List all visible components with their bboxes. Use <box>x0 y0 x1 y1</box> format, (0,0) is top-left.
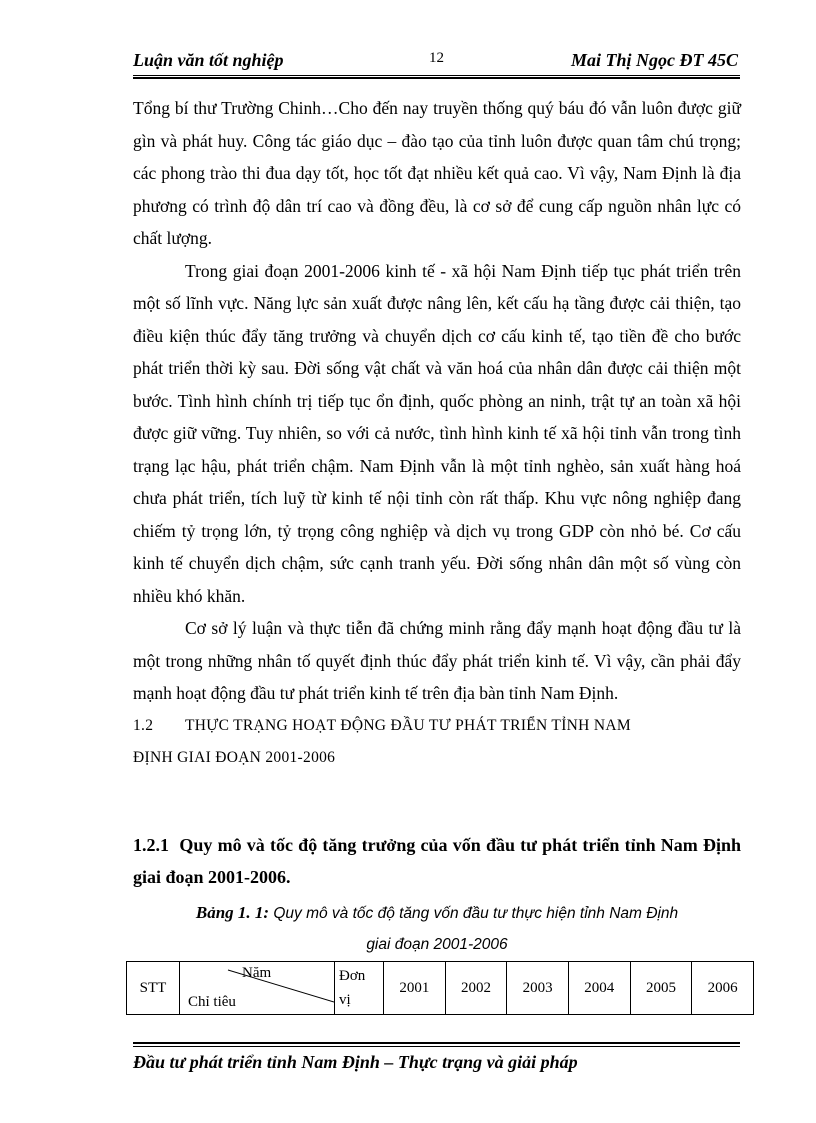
table-caption <box>133 897 741 960</box>
header-unit-line1: Đơn <box>339 968 366 984</box>
paragraph-3: Cơ sở lý luận và thực tiễn đã chứng minh rằng đẩy mạnh hoạt động đầu tư là một trong những nhân tố quyết định thúc đẩy phát triển kinh tế. Vì vậy, cần phải đẩy mạnh hoạt động đầu tư phát triển kinh tế trên địa bàn tỉnh Nam Định. <box>133 618 741 703</box>
page-number: 12 <box>429 50 444 66</box>
section-1-2-heading <box>133 710 741 743</box>
header-rule-thin <box>133 75 740 76</box>
header-diagonal-cell <box>180 962 335 1015</box>
header-year-2002: 2002 <box>445 962 507 1015</box>
table-title-line1: Quy mô và tốc độ tăng vốn đầu tư thực hiện tỉnh Nam Định <box>273 905 679 922</box>
table-title-line2: giai đoạn 2001-2006 <box>366 936 508 953</box>
header-stt: STT <box>127 962 180 1015</box>
table-label: Bảng 1. 1: <box>195 903 270 922</box>
header-thesis-title: Luận văn tốt nghiệp <box>133 50 284 70</box>
paragraph-1: Tổng bí thư Trường Chinh…Cho đến nay truyền thống quý báu đó vẫn luôn được giữ gìn và phát huy. Công tác giáo dục – đào tạo của tỉnh luôn được quan tâm chú trọng; các phong trào thi đua dạy tốt, học tốt đạt nhiều kết quả cao. Vì vậy, Nam Định là địa phương có trình độ dân trí cao và đồng đều, là cơ sở để cung cấp nguồn nhân lực có chất lượng. <box>133 98 741 248</box>
header-year-2006: 2006 <box>692 962 754 1015</box>
page-header <box>133 48 738 74</box>
footer-rule-thin <box>133 1046 740 1047</box>
section-1-2-number: 1.2 <box>133 716 154 734</box>
main-content <box>133 92 741 775</box>
header-year-2003: 2003 <box>507 962 569 1015</box>
header-year-label: Năm <box>242 965 272 981</box>
header-unit <box>335 962 384 1015</box>
paragraph-2: Trong giai đoạn 2001-2006 kinh tế - xã hội Nam Định tiếp tục phát triển trên một số lĩnh vực. Năng lực sản xuất được nâng lên, kết cấu hạ tầng được cải thiện, tạo điều kiện thúc đẩy tăng trưởng và chuyển dịch cơ cấu kinh tế, tạo tiền đề cho bước phát triển thời kỳ sau. Đời sống vật chất và văn hoá của nhân dân được cải thiện một bước. Tình hình chính trị tiếp tục ổn định, quốc phòng an ninh, trật tự an toàn xã hội được giữ vững. Tuy nhiên, so với cả nước, tình hình kinh tế xã hội tỉnh vẫn trong tình trạng lạc hậu, phát triển chậm. Nam Định vẫn là một tỉnh nghèo, sản xuất hàng hoá chưa phát triển, tích luỹ từ kinh tế nội tỉnh còn rất thấp. Khu vực nông nghiệp đang chiếm tỷ trọng lớn, tỷ trọng công nghiệp và dịch vụ trong GDP còn nhỏ bé. Cơ cấu kinh tế chuyển dịch chậm, sức cạnh tranh yếu. Đời sống nhân dân một số vùng còn nhiều khó khăn. <box>133 260 741 606</box>
header-year-2004: 2004 <box>568 962 630 1015</box>
section-1-2-title-line1: THỰC TRẠNG HOẠT ĐỘNG ĐẦU TƯ PHÁT TRIỂN TỈNH NAM <box>185 716 631 734</box>
section-1-2-1-number: 1.2.1 <box>133 835 169 855</box>
investment-table <box>126 961 754 1015</box>
section-1-2-1-heading <box>133 829 741 893</box>
header-unit-line2: vị <box>339 992 351 1008</box>
section-1-2-1-title: Quy mô và tốc độ tăng trưởng của vốn đầu tư phát triển tỉnh Nam Định giai đoạn 2001-2006. <box>133 835 741 887</box>
page-footer: Đầu tư phát triển tỉnh Nam Định – Thực trạng và giải pháp <box>133 1052 578 1072</box>
table-header-row <box>127 962 754 1015</box>
section-1-2-title-line2: ĐỊNH GIAI ĐOẠN 2001-2006 <box>133 749 336 766</box>
header-year-2005: 2005 <box>630 962 692 1015</box>
header-year-2001: 2001 <box>384 962 446 1015</box>
header-rule-thick <box>133 77 740 79</box>
footer-rule-thick <box>133 1042 740 1044</box>
header-indicator-label: Chỉ tiêu <box>188 994 236 1010</box>
header-author: Mai Thị Ngọc ĐT 45C <box>570 50 738 70</box>
